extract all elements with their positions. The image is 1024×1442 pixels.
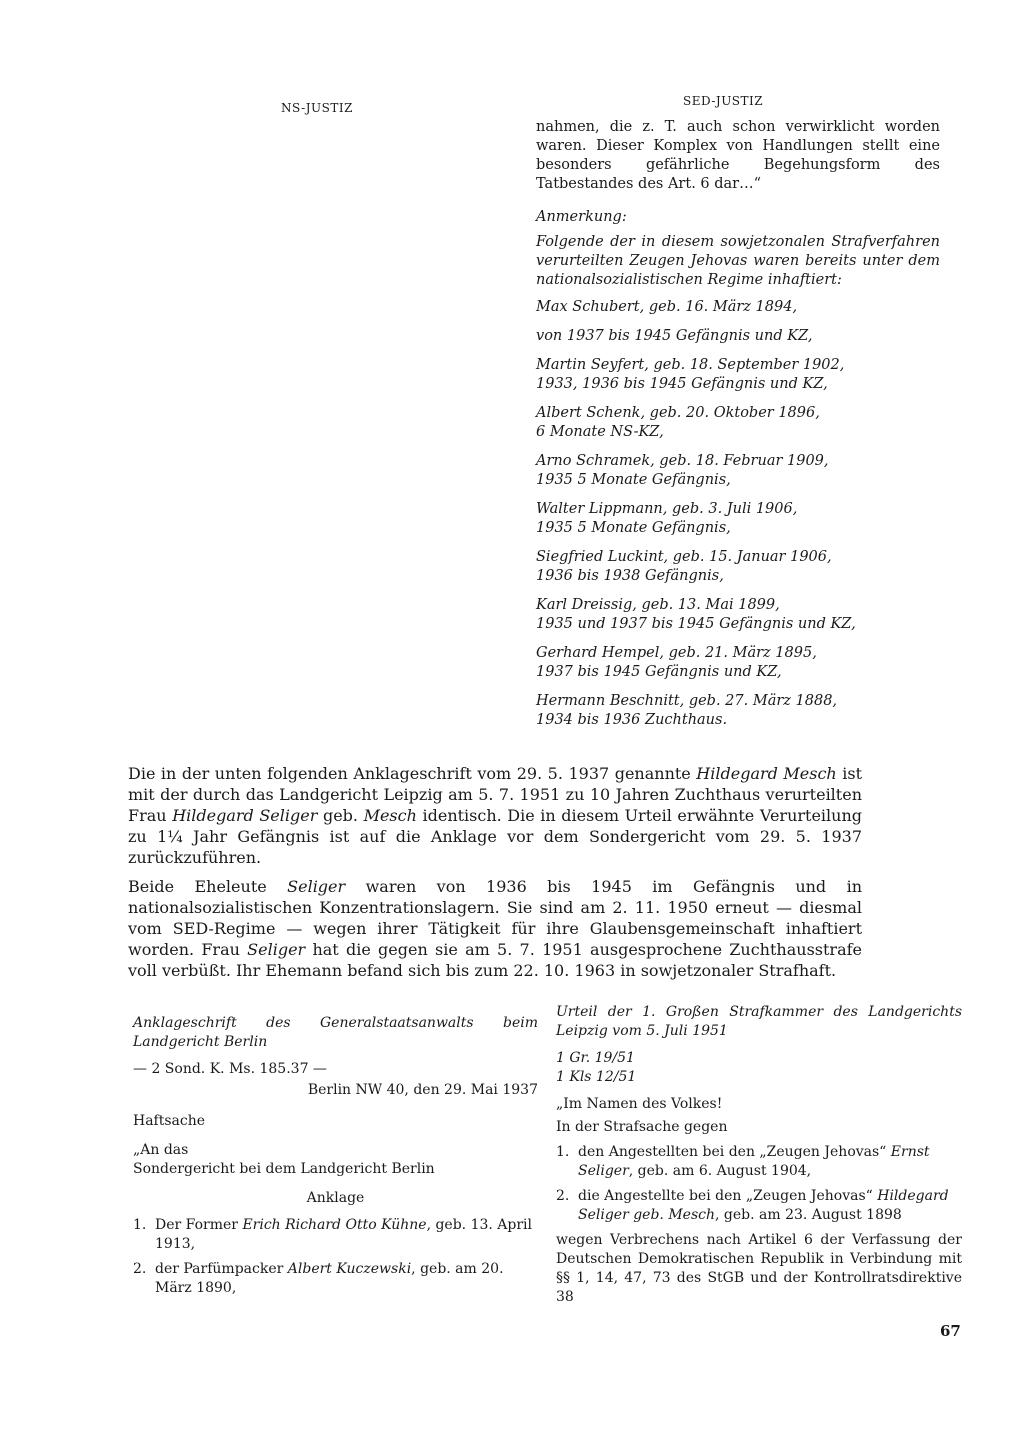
list-item: 1. Der Former Erich Richard Otto Kühne, geb. 13. April 1913,: [133, 1217, 533, 1252]
reference-2: 1 Kls 12/51: [556, 1069, 637, 1085]
reference-1: 1 Gr. 19/51: [556, 1050, 635, 1066]
place-date: Berlin NW 40, den 29. Mai 1937: [307, 1082, 538, 1098]
entries-list: [536, 298, 940, 730]
strafsache-label: In der Strafsache gegen: [556, 1119, 728, 1135]
right-bottom-column: [556, 1003, 962, 1307]
list-item: Siegfried Luckint, geb. 15. Januar 1906, 1936 bis 1938 Gefängnis,: [536, 549, 832, 584]
list-item: 2. der Parfümpacker Albert Kuczewski, geb. am 20. März 1890,: [133, 1261, 504, 1296]
closing-paragraph: wegen Verbrechens nach Artikel 6 der Verfassung der Deutschen Demokratischen Republik in Verbindung mit §§ 1, 14, 47, 73 des StGB und der Kontrollratsdirektive 38: [556, 1232, 962, 1305]
court-name: Sondergericht bei dem Landgericht Berlin: [133, 1161, 435, 1177]
list-item: Arno Schramek, geb. 18. Februar 1909, 1935 5 Monate Gefängnis,: [536, 453, 829, 488]
verdict-title: Urteil der 1. Großen Strafkammer des Landgerichts Leipzig vom 5. Juli 1951: [556, 1004, 962, 1039]
list-item: Albert Schenk, geb. 20. Oktober 1896, 6 Monate NS-KZ,: [536, 405, 820, 440]
page-number: 67: [940, 1322, 961, 1340]
an-das-label: „An das: [133, 1142, 189, 1158]
list-item: Karl Dreissig, geb. 13. Mai 1899, 1935 und 1937 bis 1945 Gefängnis und KZ,: [536, 597, 856, 632]
header-sed-justiz: SED-JUSTIZ: [683, 94, 764, 108]
header-ns-justiz: NS-JUSTIZ: [281, 101, 353, 115]
anklage-heading: Anklage: [306, 1190, 365, 1206]
list-item: Hermann Beschnitt, geb. 27. März 1888, 1934 bis 1936 Zuchthaus.: [536, 693, 838, 728]
list-item: Walter Lippmann, geb. 3. Juli 1906, 1935 5 Monate Gefängnis,: [536, 501, 798, 536]
left-bottom-column: [133, 1014, 538, 1304]
defendant-list: [556, 1143, 962, 1225]
list-item: Max Schubert, geb. 16. März 1894, von 1937 bis 1945 Gefängnis und KZ,: [536, 299, 813, 344]
continuation-text: nahmen, die z. T. auch schon verwirklicht worden waren. Dieser Komplex von Handlungen stellt eine besonders gefährliche Begehungsform des Tatbestandes des Art. 6 dar…“: [536, 119, 940, 192]
haftsache-label: Haftsache: [133, 1113, 206, 1129]
im-namen-des-volkes: „Im Namen des Volkes!: [556, 1096, 723, 1112]
reference-number: — 2 Sond. K. Ms. 185.37 —: [133, 1061, 327, 1077]
list-item: Gerhard Hempel, geb. 21. März 1895, 1937 bis 1945 Gefängnis und KZ,: [536, 645, 817, 680]
list-item: 1. den Angestellten bei den „Zeugen Jehovas“ Ernst Seliger, geb. am 6. August 1904,: [556, 1144, 930, 1179]
note-intro: Folgende der in diesem sowjetzonalen Strafverfahren verurteilten Zeugen Jehovas waren bereits unter dem nationalsozialistischen Regime inhaftiert:: [536, 234, 940, 288]
indictment-title: Anklageschrift des Generalstaatsanwalts beim Landgericht Berlin: [133, 1015, 538, 1050]
list-item: 2. die Angestellte bei den „Zeugen Jehovas“ Hildegard Seliger geb. Mesch, geb. am 23. August 1898: [556, 1188, 949, 1223]
paragraph: Beide Eheleute Seliger waren von 1936 bis 1945 im Gefängnis und in nationalsozialistischen Konzentrationslagern. Sie sind am 2. 11. 1950 erneut — diesmal vom SED-Regime — wegen ihrer Tätigkeit für ihre Glaubensgemeinschaft inhaftiert worden. Frau Seliger hat die gegen sie am 5. 7. 1951 ausgesprochene Zuchthausstrafe voll verbüßt. Ihr Ehemann befand sich bis zum 22. 10. 1963 in sowjetzonaler Strafhaft.: [128, 877, 863, 980]
list-item: Martin Seyfert, geb. 18. September 1902, 1933, 1936 bis 1945 Gefängnis und KZ,: [536, 357, 845, 392]
paragraph: Die in der unten folgenden Anklageschrift vom 29. 5. 1937 genannte Hildegard Mesch ist mit der durch das Landgericht Leipzig am 5. 7. 1951 zu 10 Jahren Zuchthaus verurteilten Frau Hildegard Seliger geb. Mesch identisch. Die in diesem Urteil erwähnte Verurteilung zu 1¼ Jahr Gefängnis ist auf die Anklage vor dem Sondergericht vom 29. 5. 1937 zurückzuführen.: [128, 764, 863, 867]
accused-list: [133, 1216, 538, 1298]
right-top-column: [536, 118, 940, 740]
note-title: Anmerkung:: [536, 209, 627, 225]
middle-text: [128, 763, 862, 989]
